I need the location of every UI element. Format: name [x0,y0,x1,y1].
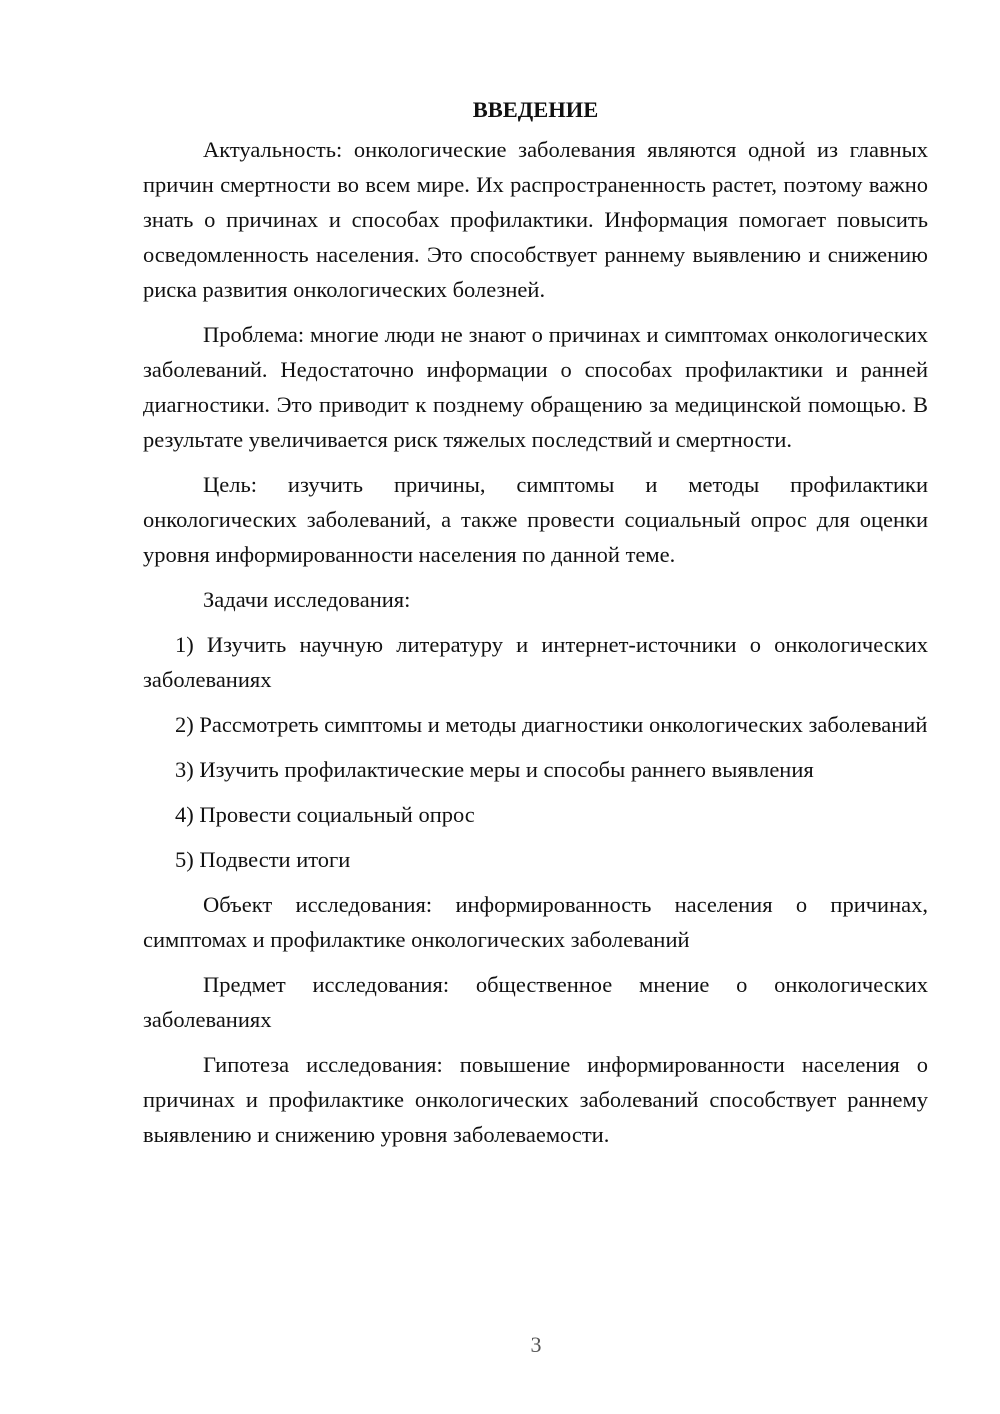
task-item-1: 1) Изучить научную литературу и интернет-источники о онкологических заболеваниях [143,632,928,692]
object-paragraph: Объект исследования: информированность населения о причинах, симптомах и профилактике онкологических заболеваний [143,892,928,952]
subject-paragraph: Предмет исследования: общественное мнение о онкологических заболеваниях [143,972,928,1032]
relevance-paragraph: Актуальность: онкологические заболевания являются одной из главных причин смертности во всем мире. Их распространенность растет, поэтому важно знать о причинах и способах профилактики. Информация помогает повысить осведомленность населения. Это способствует раннему выявлению и снижению риска развития онкологических болезней. [143,137,928,302]
task-item-2: 2) Рассмотреть симптомы и методы диагностики онкологических заболеваний [175,712,928,737]
hypothesis-paragraph: Гипотеза исследования: повышение информированности населения о причинах и профилактике онкологических заболеваний способствует раннему выявлению и снижению уровня заболеваемости. [143,1052,928,1147]
page-number: 3 [530,1332,542,1357]
page-content [143,92,928,1162]
section-heading: ВВЕДЕНИЕ [472,97,599,122]
task-item-3: 3) Изучить профилактические меры и способы раннего выявления [175,757,814,782]
problem-paragraph: Проблема: многие люди не знают о причинах и симптомах онкологических заболеваний. Недостаточно информации о способах профилактики и ранней диагностики. Это приводит к позднему обращению за медицинской помощью. В результате увеличивается риск тяжелых последствий и смертности. [143,322,928,452]
task-item-5: 5) Подвести итоги [175,847,351,872]
tasks-title: Задачи исследования: [203,587,411,612]
goal-paragraph: Цель: изучить причины, симптомы и методы профилактики онкологических заболеваний, а также провести социальный опрос для оценки уровня информированности населения по данной теме. [143,472,928,567]
task-item-4: 4) Провести социальный опрос [175,802,475,827]
